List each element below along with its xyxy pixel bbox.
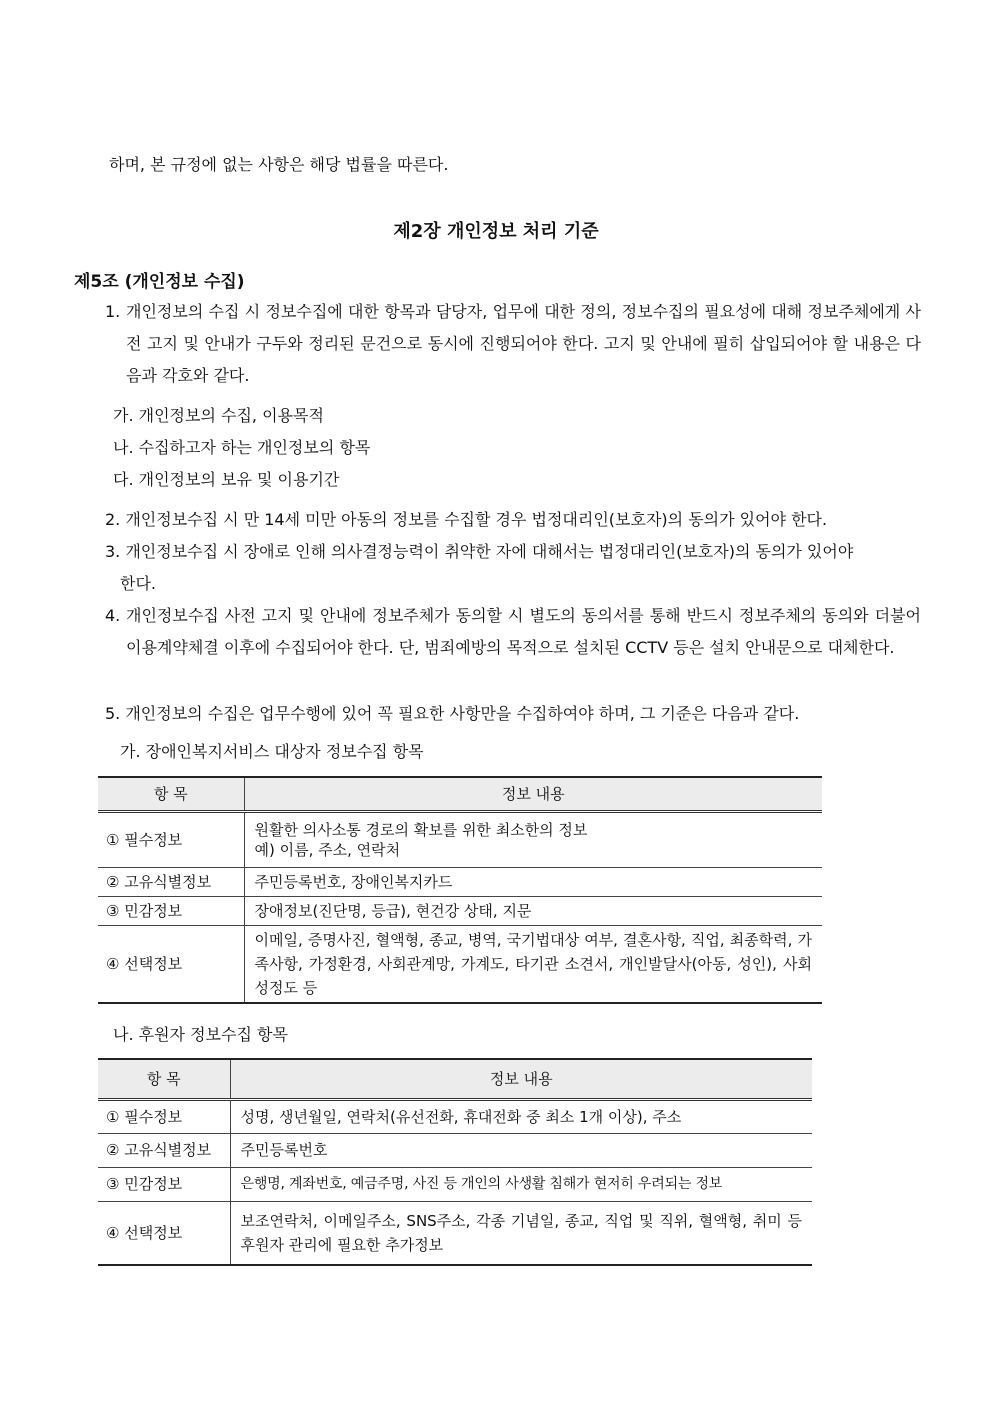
item-1-text: 개인정보의 수집 시 정보수집에 대한 항목과 담당자, 업무에 대한 정의, 정보수집의 필요성에 대해 정보주체에게 사전 고지 및 안내가 구두와 정리된 문건으로 동시에 진행되어야 한다. 고지 및 안내에 필히 삽입되어야 할 내용은 다음과 각호와 같다. [126,302,921,385]
item-3-line-1: 3. 개인정보수집 시 장애로 인해 의사결정능력이 취약한 자에 대해서는 법정대리인(보호자)의 동의가 있어야 [105,542,854,561]
table-1-caption: 가. 장애인복지서비스 대상자 정보수집 항목 [120,742,424,761]
table-2-row-1-content: 성명, 생년월일, 연락처(유선전화, 휴대전화 중 최소 1개 이상), 주소 [230,1099,812,1133]
table-1-row-2-content: 주민등록번호, 장애인복지카드 [244,867,822,896]
item-5: 5. 개인정보의 수집은 업무수행에 있어 꼭 필요한 사항만을 수집하여야 하며, 그 기준은 다음과 같다. [105,704,800,723]
table-1-row-4-item: ④ 선택정보 [98,925,244,1003]
table-2-header-item: 항 목 [98,1059,230,1099]
item-4-text: 개인정보수집 사전 고지 및 안내에 정보주체가 동의할 시 별도의 동의서를 통해 반드시 정보주체의 동의와 더불어 이용계약체결 이후에 수집되어야 한다. 단, 범죄예방의 목적으로 설치된 CCTV 등은 설치 안내문으로 대체한다. [126,606,921,657]
table-1-row-1-content [244,811,822,867]
item-4-number: 4. [105,606,121,625]
table-1-row-1-line-2: 예) 이름, 주소, 연락처 [254,840,401,859]
table-2-caption: 나. 후원자 정보수집 항목 [113,1025,288,1044]
sub-item-na: 나. 수집하고자 하는 개인정보의 항목 [113,438,371,457]
article-title: 제5조 (개인정보 수집) [74,272,245,292]
table-1-row-1-line-1: 원활한 의사소통 경로의 확보를 위한 최소한의 정보 [254,820,588,839]
item-1-number: 1. [105,302,121,321]
table-row [98,811,822,867]
table-2-row-4-item: ④ 선택정보 [98,1201,230,1265]
table-row [98,925,822,1003]
intro-line: 하며, 본 규정에 없는 사항은 해당 법률을 따른다. [109,155,449,174]
table-2-row-2-content: 주민등록번호 [230,1133,812,1167]
item-2: 2. 개인정보수집 시 만 14세 미만 아동의 정보를 수집할 경우 법정대리인(보호자)의 동의가 있어야 한다. [105,510,828,529]
table-row [98,896,822,925]
table-1-row-3-item: ③ 민감정보 [98,896,244,925]
table-1-row-2-item: ② 고유식별정보 [98,867,244,896]
table-row [98,1099,812,1133]
table-2 [98,1058,812,1266]
table-row [98,1133,812,1167]
chapter-title: 제2장 개인정보 처리 기준 [393,221,599,242]
table-1-row-3-content: 장애정보(진단명, 등급), 현건강 상태, 지문 [244,896,822,925]
table-2-row-2-item: ② 고유식별정보 [98,1133,230,1167]
table-2-header-content: 정보 내용 [230,1059,812,1099]
table-row [98,1201,812,1265]
table-2-row-3-content: 은행명, 계좌번호, 예금주명, 사진 등 개인의 사생활 침해가 현저히 우려되는 정보 [230,1167,812,1201]
table-row [98,1167,812,1201]
table-2-row-3-item: ③ 민감정보 [98,1167,230,1201]
table-2-header-row [98,1059,812,1099]
table-row [98,867,822,896]
table-1-row-4-content: 이메일, 증명사진, 혈액형, 종교, 병역, 국기법대상 여부, 결혼사항, 직업, 최종학력, 가족사항, 가정환경, 사회관계망, 가계도, 타기관 소견서, 개인발달사(아동, 성인), 사회성정도 등 [244,925,822,1003]
table-1-header-item: 항 목 [98,777,244,811]
item-3-line-2: 한다. [120,574,156,593]
table-1-row-1-item: ① 필수정보 [98,811,244,867]
table-2-row-4-content: 보조연락처, 이메일주소, SNS주소, 각종 기념일, 종교, 직업 및 직위, 혈액형, 취미 등 후원자 관리에 필요한 추가정보 [230,1201,812,1265]
table-1-header-content: 정보 내용 [244,777,822,811]
table-1-header-row [98,777,822,811]
sub-item-ga: 가. 개인정보의 수집, 이용목적 [113,406,324,425]
sub-item-da: 다. 개인정보의 보유 및 이용기간 [113,470,340,489]
table-1 [98,776,822,1004]
table-2-row-1-item: ① 필수정보 [98,1099,230,1133]
